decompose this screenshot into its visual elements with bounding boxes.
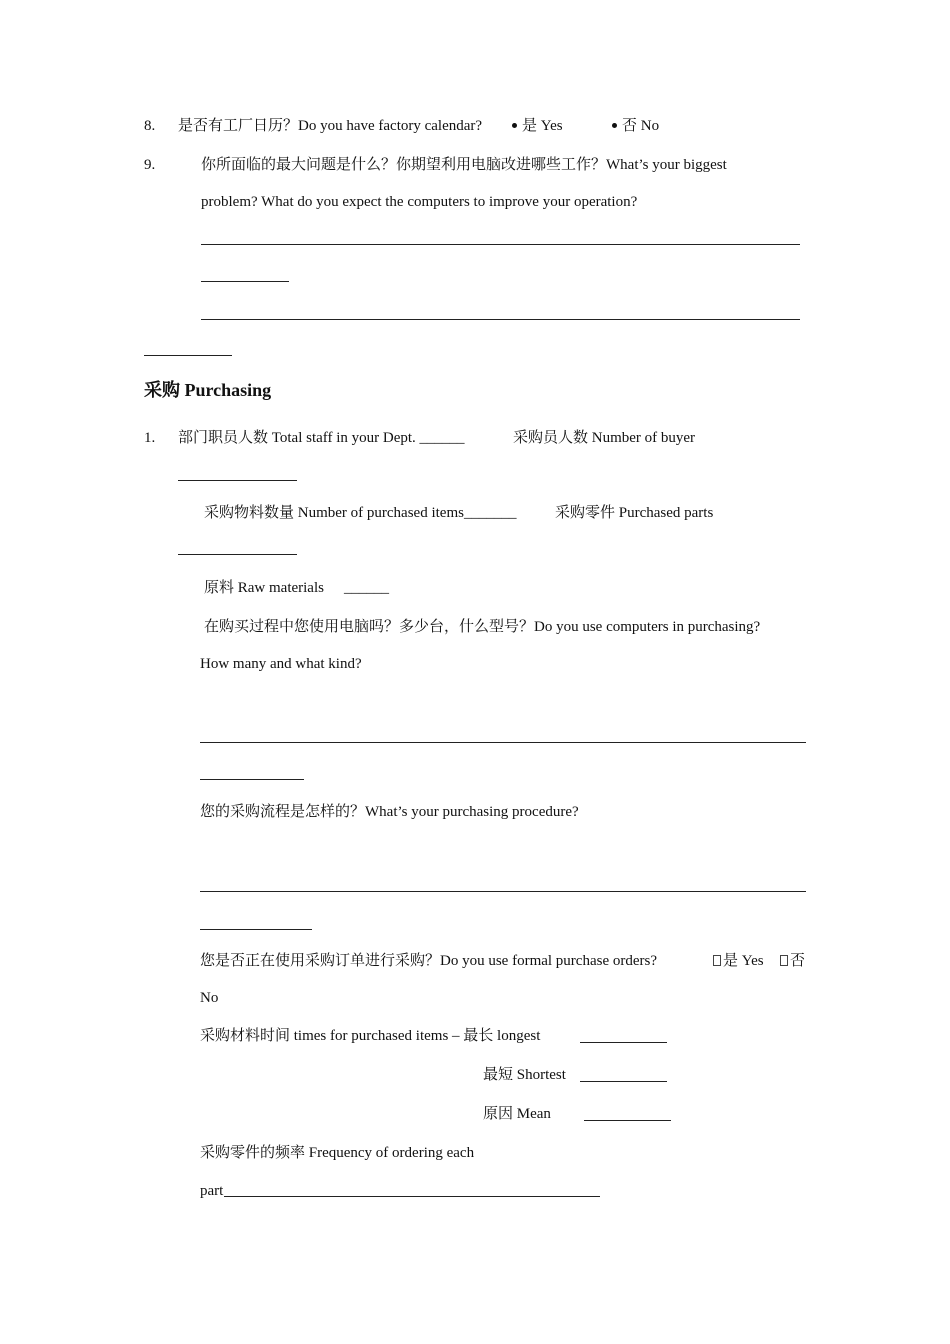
answer-line[interactable]	[580, 1081, 667, 1082]
computers-question-line2: How many and what kind?	[200, 656, 362, 672]
answer-line[interactable]	[178, 554, 297, 555]
purchase-times-label: 采购材料时间 times for purchased items – 最长 longest	[200, 1028, 541, 1044]
answer-line[interactable]	[584, 1120, 671, 1121]
checkbox-icon	[713, 955, 721, 966]
raw-materials-label: 原料 Raw materials	[204, 580, 324, 596]
mean-label: 原因 Mean	[483, 1106, 551, 1122]
bullet-icon	[612, 123, 617, 128]
question-number: 9.	[144, 157, 156, 173]
answer-line[interactable]	[200, 929, 312, 930]
question-number: 8.	[144, 118, 156, 134]
question-text-line1: 你所面临的最大问题是什么？你期望利用电脑改进哪些工作？What’s your biggest	[201, 157, 727, 173]
answer-line[interactable]	[200, 891, 806, 892]
raw-materials-blank[interactable]: ______	[344, 580, 389, 596]
shortest-label: 最短 Shortest	[483, 1067, 566, 1083]
option-no[interactable]: 否 No	[612, 117, 659, 135]
answer-line[interactable]	[200, 779, 304, 780]
option-yes[interactable]: 是 Yes	[512, 117, 563, 135]
computers-question-line1: 在购买过程中您使用电脑吗？多少台，什么型号？Do you use computers in purchasing?	[204, 619, 761, 635]
po-option-no[interactable]: 否	[780, 952, 805, 970]
answer-line[interactable]	[580, 1042, 667, 1043]
section-heading: 采购 Purchasing	[144, 380, 272, 400]
bullet-icon	[512, 123, 517, 128]
checkbox-icon	[780, 955, 788, 966]
question-text-line2: problem? What do you expect the computers to improve your operation?	[201, 194, 638, 210]
answer-line[interactable]	[200, 742, 806, 743]
question-text: 是否有工厂日历？Do you have factory calendar?	[178, 118, 483, 134]
purchased-parts-label: 采购零件 Purchased parts	[555, 505, 714, 521]
staff-count-label: 部门职员人数 Total staff in your Dept. ______	[178, 430, 465, 446]
answer-line[interactable]	[201, 244, 800, 245]
answer-line[interactable]	[224, 1196, 600, 1197]
answer-line[interactable]	[201, 319, 800, 320]
buyer-count-label: 采购员人数 Number of buyer	[513, 430, 696, 446]
answer-line[interactable]	[201, 281, 289, 282]
order-frequency-line2: part	[200, 1183, 224, 1199]
answer-line[interactable]	[144, 355, 232, 356]
purchased-items-label: 采购物料数量 Number of purchased items_______	[204, 505, 517, 521]
po-question-line1: 您是否正在使用采购订单进行采购？Do you use formal purchase orders?	[200, 953, 658, 969]
procedure-question: 您的采购流程是怎样的？What’s your purchasing procedure?	[200, 804, 579, 820]
question-number: 1.	[144, 430, 156, 446]
order-frequency-line1: 采购零件的频率 Frequency of ordering each	[200, 1145, 475, 1161]
answer-line[interactable]	[178, 480, 297, 481]
po-question-line2: No	[200, 990, 219, 1006]
po-option-yes[interactable]: 是 Yes	[713, 952, 764, 970]
